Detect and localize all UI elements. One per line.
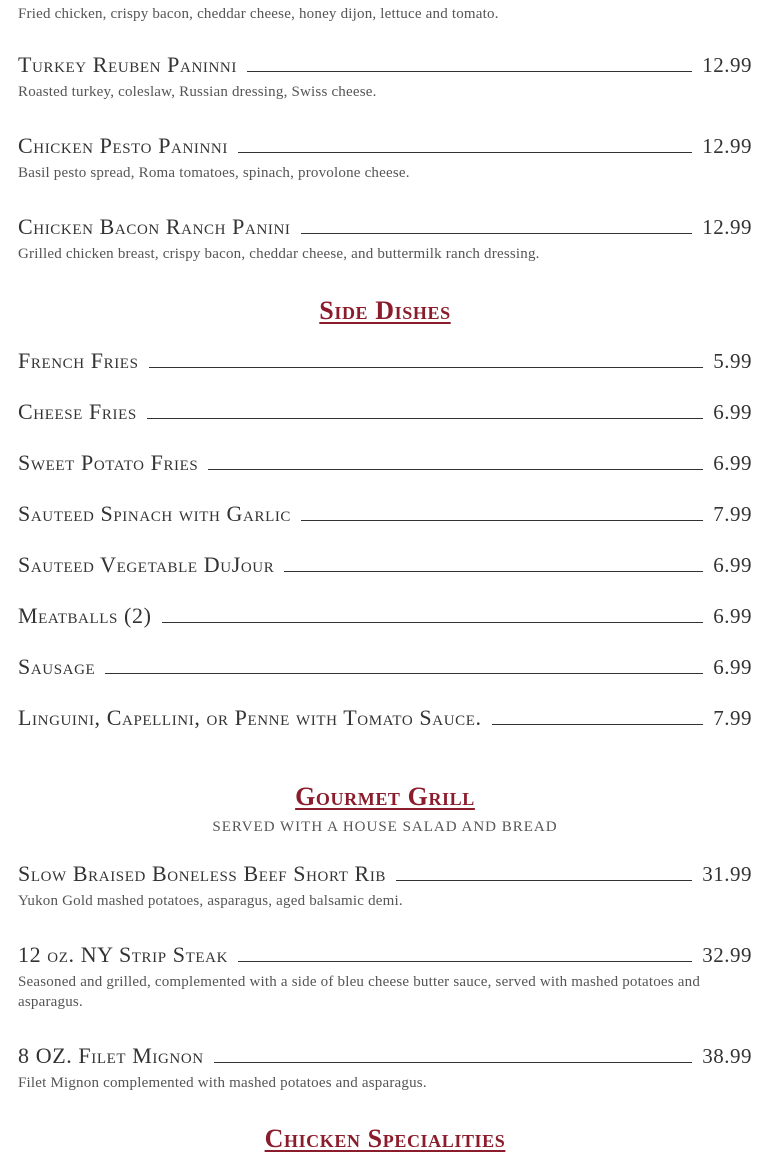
item-price: 12.99 xyxy=(702,215,752,239)
dotted-leader xyxy=(147,418,703,419)
dotted-leader xyxy=(301,520,703,521)
item-name: Meatballs (2) xyxy=(18,603,152,628)
item-price: 38.99 xyxy=(702,1044,752,1068)
dotted-leader xyxy=(214,1062,693,1063)
dotted-leader xyxy=(208,469,703,470)
menu-item xyxy=(18,1039,752,1093)
item-price: 6.99 xyxy=(713,400,752,424)
menu-item xyxy=(18,497,752,527)
dotted-leader xyxy=(301,233,693,234)
item-name: Slow Braised Boneless Beef Short Rib xyxy=(18,861,387,886)
item-name: Sauteed Spinach with Garlic xyxy=(18,501,292,526)
item-price: 5.99 xyxy=(713,349,752,373)
item-description: Fried chicken, crispy bacon, cheddar cheese, honey dijon, lettuce and tomato. xyxy=(18,6,499,22)
item-name: Sweet Potato Fries xyxy=(18,450,199,475)
item-price: 6.99 xyxy=(713,451,752,475)
item-name: Sausage xyxy=(18,654,96,679)
item-description: Yukon Gold mashed potatoes, asparagus, aged balsamic demi. xyxy=(18,893,403,909)
menu-item xyxy=(18,857,752,911)
item-name: Turkey Reuben Paninni xyxy=(18,52,237,77)
item-name: Cheese Fries xyxy=(18,399,137,424)
item-description: Grilled chicken breast, crispy bacon, cheddar cheese, and buttermilk ranch dressing. xyxy=(18,246,540,262)
menu-item xyxy=(18,548,752,578)
item-name: Chicken Pesto Paninni xyxy=(18,133,228,158)
menu-item xyxy=(18,650,752,680)
dotted-leader xyxy=(238,152,692,153)
item-price: 32.99 xyxy=(702,943,752,967)
dotted-leader xyxy=(396,880,692,881)
item-price: 12.99 xyxy=(702,134,752,158)
item-price: 12.99 xyxy=(702,53,752,77)
dotted-leader xyxy=(492,724,704,725)
item-price: 6.99 xyxy=(713,553,752,577)
dotted-leader xyxy=(284,571,703,572)
menu-item xyxy=(18,129,752,183)
menu-item xyxy=(18,210,752,264)
menu-item xyxy=(18,446,752,476)
section-title-gourmet-grill: Gourmet Grill xyxy=(295,782,475,811)
dotted-leader xyxy=(105,673,703,674)
menu-item xyxy=(18,395,752,425)
menu-item xyxy=(18,701,752,731)
item-description: Filet Mignon complemented with mashed potatoes and asparagus. xyxy=(18,1075,427,1091)
item-description: Roasted turkey, coleslaw, Russian dressing, Swiss cheese. xyxy=(18,84,377,100)
section-title-side-dishes: Side Dishes xyxy=(319,296,451,325)
dotted-leader xyxy=(162,622,704,623)
item-description: Seasoned and grilled, complemented with a side of bleu cheese butter sauce, served with mashed potatoes and asparagus. xyxy=(18,974,701,1010)
dotted-leader xyxy=(149,367,704,368)
menu-item xyxy=(18,599,752,629)
dotted-leader xyxy=(247,71,692,72)
item-price: 7.99 xyxy=(713,502,752,526)
item-price: 7.99 xyxy=(713,706,752,730)
item-name: 12 oz. NY Strip Steak xyxy=(18,942,229,967)
section-subtitle: SERVED WITH A HOUSE SALAD AND BREAD xyxy=(212,819,558,835)
item-price: 6.99 xyxy=(713,655,752,679)
menu-item xyxy=(18,344,752,374)
item-name: Chicken Bacon Ranch Panini xyxy=(18,214,291,239)
section-title-chicken-specialities: Chicken Specialities xyxy=(264,1124,506,1153)
menu-item xyxy=(18,48,752,102)
item-name: Linguini, Capellini, or Penne with Tomato Sauce. xyxy=(18,705,482,730)
item-price: 31.99 xyxy=(702,862,752,886)
item-price: 6.99 xyxy=(713,604,752,628)
item-name: French Fries xyxy=(18,348,139,373)
item-name: 8 OZ. Filet Mignon xyxy=(18,1043,204,1068)
menu-item xyxy=(18,938,752,1012)
dotted-leader xyxy=(238,961,692,962)
item-description: Basil pesto spread, Roma tomatoes, spinach, provolone cheese. xyxy=(18,165,410,181)
item-name: Sauteed Vegetable DuJour xyxy=(18,552,275,577)
